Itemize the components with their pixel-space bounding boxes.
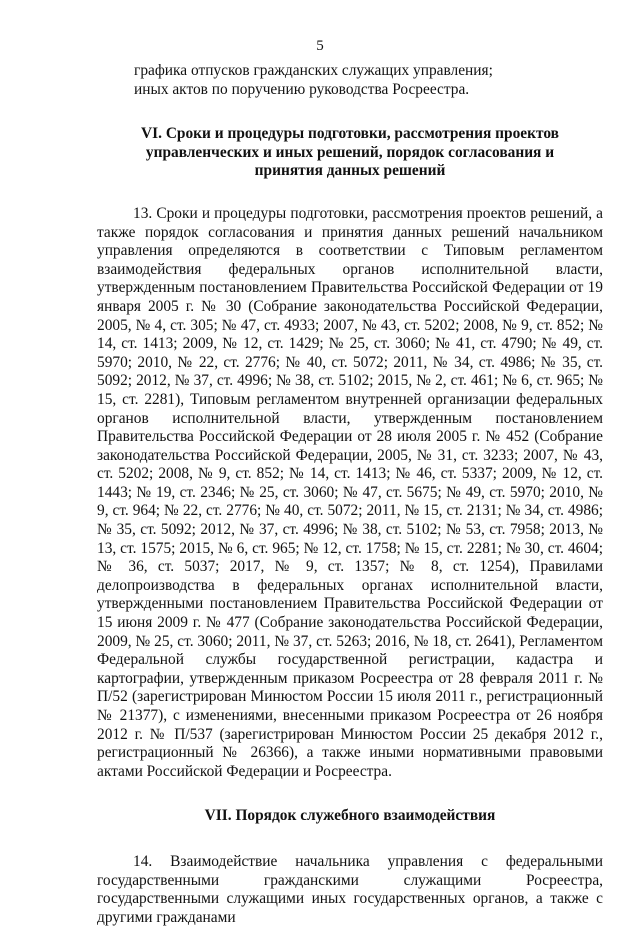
section-7-heading: VII. Порядок служебного взаимодействия (204, 807, 496, 825)
section-6-heading: VI. Сроки и процедуры подготовки, рассмотрения проектов управленческих и иных решений, порядок согласования и принятия данных решений (141, 125, 559, 180)
page-number: 5 (316, 38, 324, 54)
lead-text (97, 62, 603, 99)
document-body (97, 62, 603, 927)
paragraph-14: 14. Взаимодействие начальника управления с федеральными государственными гражданскими служащими Росреестра, государственными служащими иных государственных органов, а также с другими гражданами (97, 852, 603, 926)
lead-line: иных актов по поручению руководства Росреестра. (134, 80, 470, 98)
paragraph-13: 13. Сроки и процедуры подготовки, рассмотрения проектов решений, а также порядок согласования и принятия данных решений начальником управления определяются в соответствии с Типовым регламентом взаимодействия федеральных органов исполнительной власти, утвержденным постановлением Правительства Российской Федерации от 19 января 2005 г. № 30 (Собрание законодательства Российской Федерации, 2005, № 4, ст. 305; № 47, ст. 4933; 2007, № 43, ст. 5202; 2008, № 9, ст. 852; № 14, ст. 1413; 2009, № 12, ст. 1429; № 25, ст. 3060; № 41, ст. 4790; № 49, ст. 5970; 2010, № 22, ст. 2776; № 40, ст. 5072; 2011, № 34, ст. 4986; № 35, ст. 5092; 2012, № 37, ст. 4996; № 38, ст. 5102; 2015, № 2, ст. 461; № 6, ст. 965; № 15, ст. 2281), Типовым регламентом внутренней организации федеральных органов исполнительной власти, утвержденным постановлением Правительства Российской Федерации от 28 июля 2005 г. № 452 (Собрание законодательства Российской Федерации, 2005, № 31, ст. 3233; 2007, № 43, ст. 5202; 2008, № 9, ст. 852; № 14, ст. 1413; № 46, ст. 5337; 2009, № 12, ст. 1443; № 19, ст. 2346; № 25, ст. 3060; № 47, ст. 5675; № 49, ст. 5970; 2010, № 9, ст. 964; № 22, ст. 2776; № 40, ст. 5072; 2011, № 15, ст. 2131; № 34, ст. 4986; № 35, ст. 5092; 2012, № 37, ст. 4996; № 38, ст. 5102; № 53, ст. 7958; 2013, № 13, ст. 1575; 2015, № 6, ст. 965; № 12, ст. 1758; № 15, ст. 2281; № 30, ст. 4604; № 36, ст. 5037; 2017, № 9, ст. 1357; № 8, ст. 1254), Правилами делопроизводства в федеральных органах исполнительной власти, утвержденными постановлением Правительства Российской Федерации от 15 июня 2009 г. № 477 (Собрание законодательства Российской Федерации, 2009, № 25, ст. 3060; 2011, № 37, ст. 5263; 2016, № 18, ст. 2641), Регламентом Федеральной службы государственной регистрации, кадастра и картографии, утвержденным приказом Росреестра от 28 февраля 2011 г. № П/52 (зарегистрирован Минюстом России 15 июля 2011 г., регистрационный № 21377), с изменениями, внесенными приказом Росреестра от 26 ноября 2012 г. № П/537 (зарегистрирован Минюстом России 25 декабря 2012 г., регистрационный № 26366), а также иными нормативными правовыми актами Российской Федерации и Росреестра. (97, 204, 603, 780)
lead-line: графика отпусков гражданских служащих управления; (134, 62, 493, 79)
